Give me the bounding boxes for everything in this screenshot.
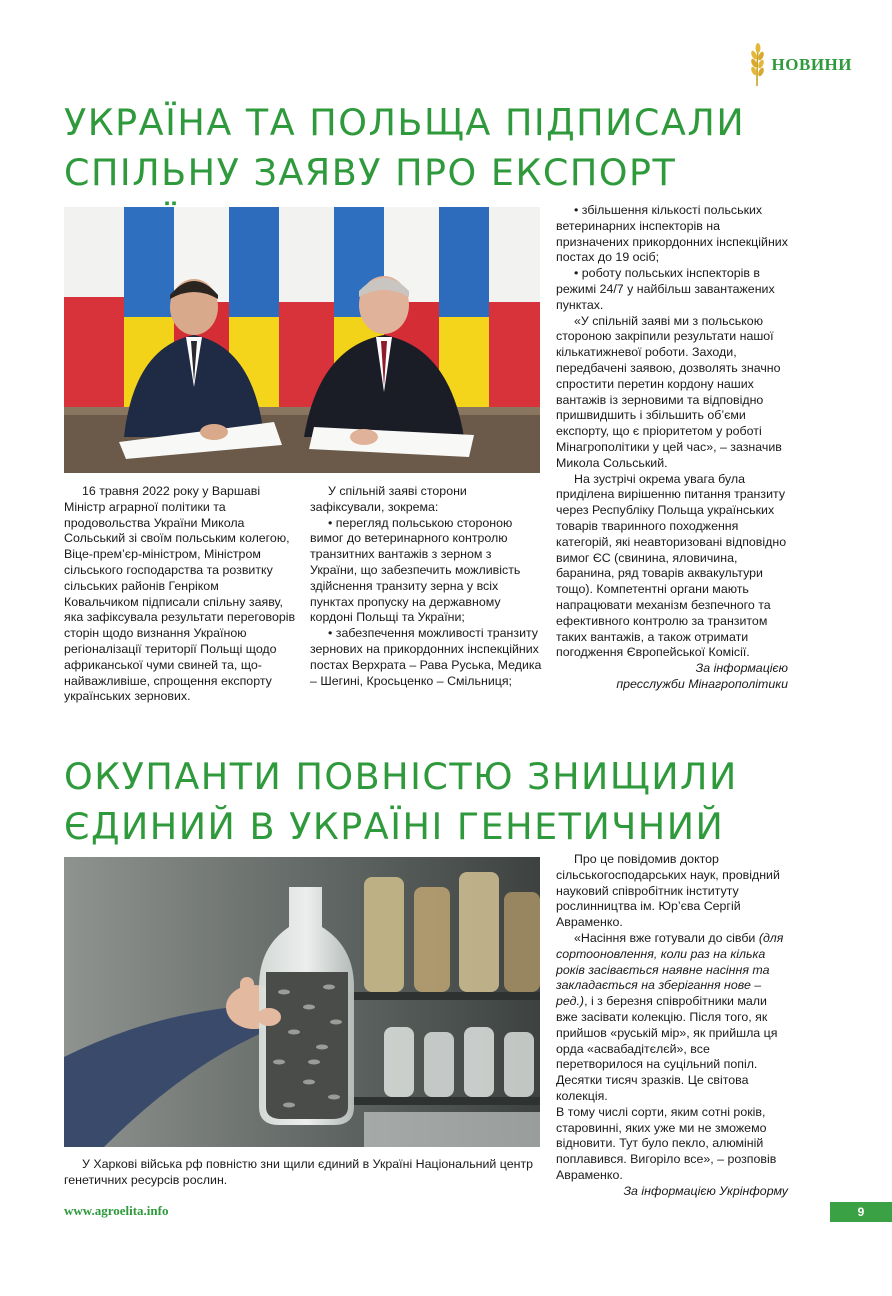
wheat-icon (746, 42, 768, 88)
article1-list-intro: У спільній заяві сторони зафіксували, зокрема: (310, 484, 467, 514)
article1-bullet-4: • роботу польських інспекторів в режимі 24/7 у найбільш завантажених пунктах. (556, 266, 775, 312)
article2-paragraph-3: В тому числі сорти, яким сотні років, старовинні, яких уже ми не зможемо відновити. Тут було пекло, алюміній поплавився. Вигоріло все», – розповів Авраменко. (556, 1104, 777, 1182)
article1-lead-paragraph: 16 травня 2022 року у Варшаві Міністр аграрної політики та продовольства України Микола Сольський зі своїм польським колегою, Віце-прем’єр-міністром, Міністром сільського господарства та розвитку сільських районів Генріком Ковальчиком підписали спільну заяву, яка зафіксувала результати переговорів сторін щодо визнання Україною регіоналізації території Польщі щодо африканської чуми свиней та, що-найважливіше, спрощення експорту українських зернових. (64, 484, 296, 704)
article1-column3 (556, 203, 788, 693)
article1-source-line1: За інформацією (695, 661, 788, 676)
article1-bullet-2: • забезпечення можливості транзиту зернових на прикордонних інспекційних постах Верхрата – Рава Руська, Медика – Шегині, Кросьценко – Смільниця; (310, 626, 542, 688)
article2-quote-start: «Насіння вже готували до сівби (574, 930, 759, 945)
section-label: НОВИНИ (771, 55, 852, 74)
section-tag (746, 42, 852, 88)
article1-bullet-3: • збільшення кількості польських ветеринарних інспекторів на призначених прикордонних інспекційних постах до 19 осіб; (556, 203, 788, 265)
article1-source-line2: пресслужби Мінагрополітики (616, 676, 788, 691)
article2-paragraph-1: Про це повідомив доктор сільськогосподарських наук, провідний науковий співробітник інституту рослинництва ім. Юр’єва Сергій Авраменко. (556, 852, 780, 930)
footer-website-link[interactable]: www.agroelita.info (64, 1203, 169, 1218)
seed-bank-photo-illustration (64, 857, 540, 1147)
article2-paragraph-2 (556, 931, 788, 1105)
article2-editor-note: (для сортооновлення, коли раз на кілька років засівається наявне насіння та закладається на зберігання нове – ред.) (556, 930, 784, 1009)
article2-column (556, 852, 788, 1200)
article2-quote-continued: , і з березня співробітники мали вже засівати колекцію. Після того, як прийшов «руській мір», як прийшла ця орда «асвабадітєлєй», все перетворилося на суцільний попіл. Десятки тисяч зразків. Це світова колекція. (556, 994, 778, 1103)
article1-bullet-1: • перегляд польською стороною вимог до ветеринарного контролю транзитних вантажів з зерном з України, що забезпечить можливість здійснення транзиту зерна у всіх пунктах пропуску на державному кордоні Польщі та України; (310, 515, 521, 625)
article1-paragraph-transit: На зустрічі окрема увага була приділена вирішенню питання транзиту через Республіку Польща українських товарів тваринного походження категорій, які неавторизовані відповідно вимог ЄС (свинина, яловичина, баранина, ряд товарів аквакультури тощо). Компетентні органи мають напрацювати механізм безпечного та ефективного контролю за транзитом таких вантажів, а також отримати погодження Європейської Комісії. (556, 471, 787, 660)
article1-quote: «У спільній заяві ми з польською стороною закріпили результати нашої кількатижневої роботи. Заходи, передбачені заявою, дозволять значно спростити перетин кордону наших вантажів із зерновими та відповідно пришвидшить і збільшить об’єми експорту, що є пріоритетом у роботі Мінагрополітики у цей час», – зазначив Микола Сольський. (556, 313, 782, 470)
article1-column1 (64, 484, 296, 705)
signing-photo-illustration (64, 207, 540, 473)
seed-bank-photo (64, 857, 540, 1147)
caption-text: У Харкові війська рф повністю зни щили єдиний в Україні Національний центр генетичних ресурсів рослин. (64, 1157, 534, 1187)
article2-title: ОКУПАНТИ ПОВНІСТЮ ЗНИЩИЛИ ЄДИНИЙ В УКРАЇНІ ГЕНЕТИЧНИЙ (64, 755, 738, 848)
article1-column2 (310, 484, 542, 689)
page-number-badge: 9 (830, 1202, 892, 1222)
seed-bank-photo-caption (64, 1157, 534, 1189)
signing-photo (64, 207, 540, 473)
article1-title: УКРАЇНА ТА ПОЛЬЩА ПІДПИСАЛИ СПІЛЬНУ ЗАЯВУ ПРО ЕКСПОРТ (64, 101, 746, 194)
article2-source: За інформацією Укрінформу (623, 1183, 788, 1198)
